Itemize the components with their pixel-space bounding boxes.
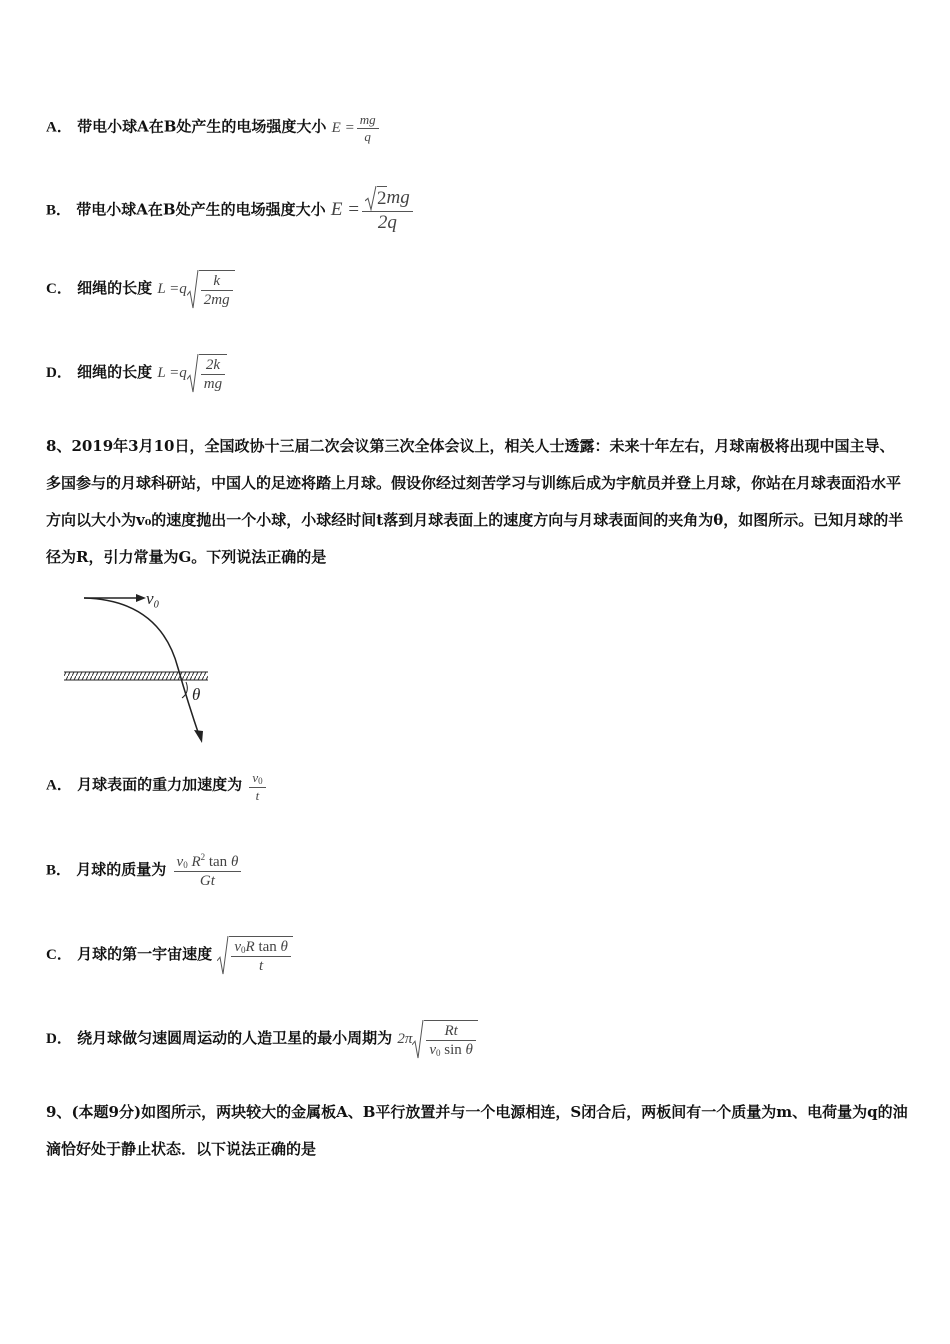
option-letter: C．	[46, 280, 72, 297]
q7-option-a	[46, 112, 381, 144]
formula-e-sqrt2-mg-2q: E = $\frac{2mg}{2q}$	[331, 199, 415, 220]
formula-l-q-sqrt-k-2mg: L =q $\frac{k}{2mg}$	[157, 281, 234, 297]
angle-label: θ	[192, 685, 201, 704]
q7-option-c	[46, 270, 235, 309]
q8-option-b	[46, 852, 243, 890]
option-text: 月球的质量为	[76, 860, 167, 879]
option-text: 细绳的长度	[77, 278, 153, 297]
q8-option-d	[46, 1020, 478, 1059]
question-number: 8、	[46, 437, 72, 455]
question-8-stem	[46, 428, 908, 576]
formula-e-mg-q: E = $\frac{mg}{q}$	[332, 120, 381, 136]
question-9-stem	[46, 1094, 908, 1168]
formula-2pi-sqrt-rt-v0-sin: 2π $\frac{Rt}{v_0 \sin \theta}$	[397, 1031, 478, 1047]
option-letter: D．	[46, 364, 72, 381]
option-text: 细绳的长度	[77, 362, 153, 381]
option-text: 月球表面的重力加速度为	[77, 775, 243, 794]
formula-sqrt-v0-r-tan-t: $\frac{v_0R \tan \theta}{t}$	[217, 947, 293, 963]
option-letter: B．	[46, 862, 72, 879]
question-number: 9、	[46, 1103, 72, 1121]
formula-v0-t: $\frac{v_0}{t}$	[247, 778, 267, 793]
option-letter: D．	[46, 1030, 72, 1047]
projectile-figure	[60, 588, 230, 752]
option-letter: C．	[46, 946, 72, 963]
projectile-diagram	[60, 588, 230, 748]
option-text: 月球的第一宇宙速度	[77, 944, 213, 963]
option-text: 带电小球A在B处产生的电场强度大小	[76, 200, 326, 219]
option-text: 带电小球A在B处产生的电场强度大小	[77, 117, 327, 136]
option-letter: B．	[46, 202, 72, 219]
formula-l-q-sqrt-2k-mg: L =q $\frac{2k}{mg}$	[157, 365, 227, 381]
trajectory-curve	[84, 598, 200, 738]
q7-option-b	[46, 186, 415, 235]
q8-option-c	[46, 936, 293, 975]
option-letter: A．	[46, 119, 72, 136]
option-text: 绕月球做匀速圆周运动的人造卫星的最小周期为	[77, 1028, 393, 1047]
option-letter: A．	[46, 777, 72, 794]
formula-v0-r2-tan-gt: $\frac{v_0 R^2 \tan \theta}{Gt}$	[172, 862, 244, 878]
q7-option-d	[46, 354, 227, 393]
question-text: (本题9分)如图所示，两块较大的金属板A、B平行放置并与一个电源相连，S闭合后，两板间有一个质量为m、电荷量为q的油滴恰好处于静止状态．以下说法正确的是	[46, 1103, 908, 1158]
velocity-label: v₀	[146, 589, 160, 608]
ground-surface	[64, 672, 208, 680]
question-text: 2019年3月10日，全国政协十三届二次会议第三次全体会议上，相关人士透露：未来十年左右，月球南极将出现中国主导、多国参与的月球科研站，中国人的足迹将踏上月球。假设你经过刻苦学习与训练后成为宇航员并登上月球，你站在月球表面沿水平方向以大小为v₀的速度抛出一个小球，小球经时间t落到月球表面上的速度方向与月球表面间的夹角为θ，如图所示。已知月球的半径为R，引力常量为G。下列说法正确的是	[46, 437, 904, 566]
q8-option-a	[46, 770, 268, 803]
